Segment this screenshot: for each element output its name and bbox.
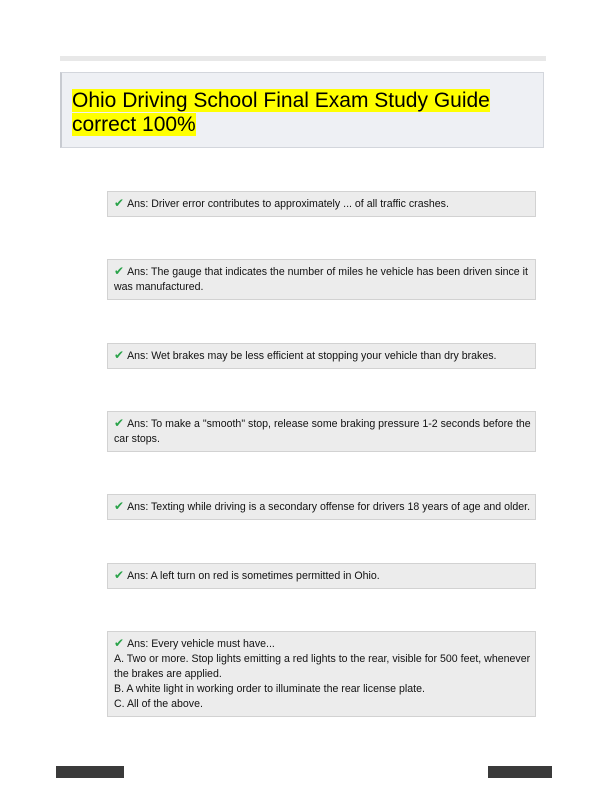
- checkmark-icon: ✔: [114, 636, 125, 650]
- title-box: [60, 72, 544, 148]
- checkmark-icon: ✔: [114, 196, 125, 210]
- answer-text: Ans: Every vehicle must have...: [127, 638, 275, 650]
- checkmark-icon: ✔: [114, 264, 125, 278]
- title-line-2: correct 100%: [72, 113, 196, 136]
- answer-option-c: C. All of the above.: [114, 698, 203, 710]
- footer-left-redacted: [56, 766, 124, 778]
- checkmark-icon: ✔: [114, 416, 125, 430]
- answer-box-2: [107, 259, 536, 300]
- header-rule: [60, 56, 546, 61]
- answer-box-4: [107, 411, 536, 452]
- answer-text: Ans: The gauge that indicates the number of miles he vehicle has been driven since it was manufactured.: [114, 266, 528, 293]
- answer-option-a: A. Two or more. Stop lights emitting a red lights to the rear, visible for 500 feet, whenever the brakes are applied.: [114, 653, 531, 680]
- answer-box-5: [107, 494, 536, 520]
- answer-box-7: [107, 631, 536, 717]
- answer-text: Ans: A left turn on red is sometimes permitted in Ohio.: [127, 570, 380, 582]
- title-line-1: Ohio Driving School Final Exam Study Guide: [72, 89, 490, 112]
- answer-text: Ans: Wet brakes may be less efficient at stopping your vehicle than dry brakes.: [127, 350, 497, 362]
- checkmark-icon: ✔: [114, 568, 125, 582]
- answer-text: Ans: To make a "smooth" stop, release some braking pressure 1-2 seconds before the car stops.: [114, 418, 531, 445]
- answer-option-b: B. A white light in working order to illuminate the rear license plate.: [114, 683, 425, 695]
- answer-box-3: [107, 343, 536, 369]
- answer-text: Ans: Driver error contributes to approximately ... of all traffic crashes.: [127, 198, 449, 210]
- answer-text: Ans: Texting while driving is a secondary offense for drivers 18 years of age and older.: [127, 501, 531, 513]
- page-title: [72, 89, 532, 137]
- checkmark-icon: ✔: [114, 348, 125, 362]
- footer-right-redacted: [488, 766, 552, 778]
- answer-box-6: [107, 563, 536, 589]
- answer-box-1: [107, 191, 536, 217]
- checkmark-icon: ✔: [114, 499, 125, 513]
